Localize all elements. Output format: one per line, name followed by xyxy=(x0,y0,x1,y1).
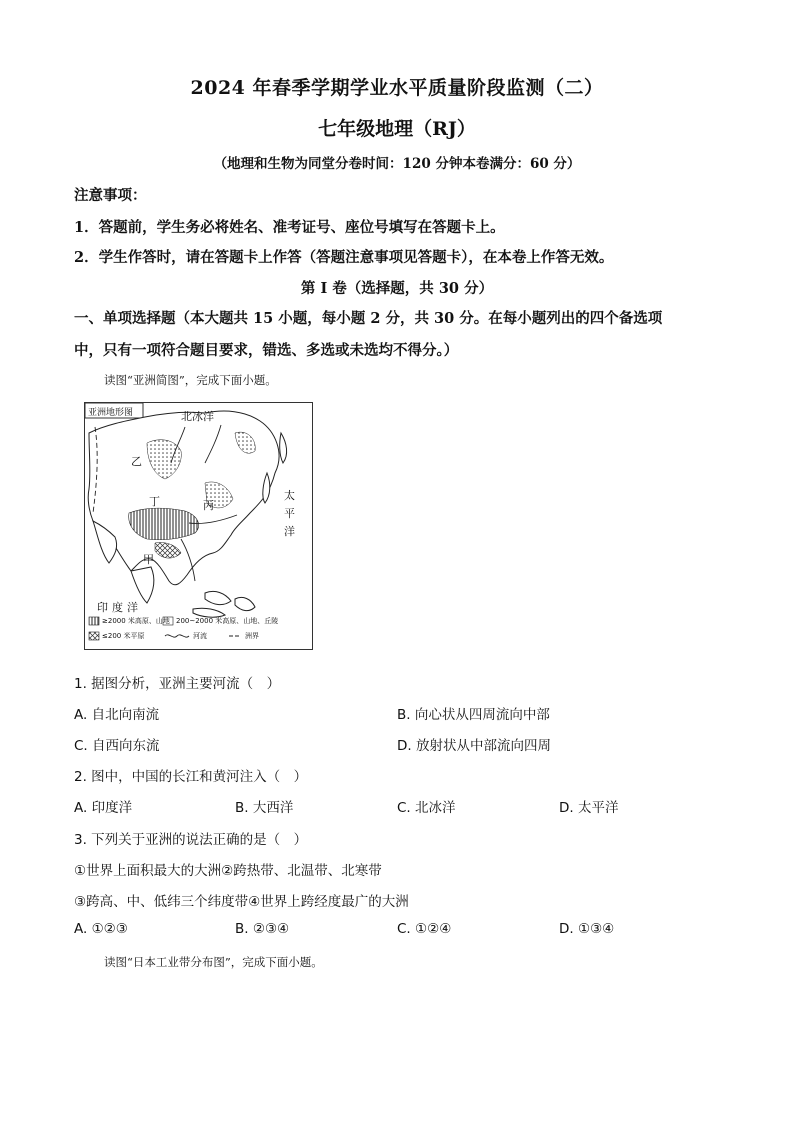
legend-river-swatch xyxy=(165,635,189,637)
label-yi: 乙 xyxy=(131,455,142,468)
question-2-option-a[interactable]: A. 印度洋 xyxy=(74,800,133,816)
island-2 xyxy=(235,597,255,610)
question-2-option-b[interactable]: B. 大西洋 xyxy=(235,800,294,816)
reading-prompt-asia: 读图“亚洲简图”，完成下面小题。 xyxy=(104,373,277,387)
question-3-stem: 3. 下列关于亚洲的说法正确的是（ ） xyxy=(74,832,308,848)
notice-item-1: 1．答题前，学生务必将姓名、准考证号、座位号填写在答题卡上。 xyxy=(74,219,505,236)
indian-peninsula xyxy=(131,567,154,603)
label-pacific-3: 洋 xyxy=(284,525,295,538)
question-2-stem: 2. 图中，中国的长江和黄河注入（ ） xyxy=(74,769,308,785)
label-jia: 甲 xyxy=(143,553,154,566)
label-ding: 丁 xyxy=(149,495,160,508)
island-1 xyxy=(205,591,231,604)
question-1-option-b[interactable]: B. 向心状从四周流向中部 xyxy=(397,707,550,723)
question-1-option-a[interactable]: A. 自北向南流 xyxy=(74,707,160,723)
question-3-option-d[interactable]: D. ①③④ xyxy=(559,921,615,937)
exam-info: （地理和生物为同堂分卷时间：120 分钟本卷满分：60 分） xyxy=(213,156,581,172)
question-2-option-d[interactable]: D. 太平洋 xyxy=(559,800,619,816)
question-2-option-c[interactable]: C. 北冰洋 xyxy=(397,800,456,816)
exam-subtitle: 七年级地理（RJ） xyxy=(318,118,476,140)
legend-boundary-label: 洲界 xyxy=(245,632,259,640)
asia-map xyxy=(84,402,313,650)
kamchatka xyxy=(280,433,287,463)
label-bing: 丙 xyxy=(203,499,214,512)
question-3-option-b[interactable]: B. ②③④ xyxy=(235,921,290,937)
legend-low-label: ≤200 米平原 xyxy=(102,632,145,640)
question-3-option-a[interactable]: A. ①②③ xyxy=(74,921,128,937)
question-3-option-c[interactable]: C. ①②④ xyxy=(397,921,452,937)
legend-high-label: ≥2000 米高原、山地 xyxy=(102,617,170,625)
legend-high-swatch xyxy=(89,617,99,625)
question-3-statements-2: ③跨高、中、低纬三个纬度带④世界上跨经度最广的大洲 xyxy=(74,894,409,910)
part-instruction-line-2: 中，只有一项符合题目要求，错选、多选或未选均不得分。） xyxy=(74,342,459,359)
question-1-option-d[interactable]: D. 放射状从中部流向四周 xyxy=(397,738,551,754)
part-instruction-line-1: 一、单项选择题（本大题共 15 小题，每小题 2 分，共 30 分。在每小题列出的四个备选项 xyxy=(74,310,663,327)
high-plateau xyxy=(129,508,199,540)
legend-mid-label: 200~2000 米高原、山地、丘陵 xyxy=(176,617,279,625)
exam-title: 2024 年春季学期学业水平质量阶段监测（二） xyxy=(190,77,604,99)
question-3-statements-1: ①世界上面积最大的大洲②跨热带、北温带、北寒带 xyxy=(74,863,382,879)
legend-river-label: 河流 xyxy=(193,632,207,640)
label-pacific-1: 太 xyxy=(284,489,295,502)
label-arctic-ocean: 北冰洋 xyxy=(181,410,214,423)
question-1-stem: 1. 据图分析，亚洲主要河流（ ） xyxy=(74,676,281,692)
map-title: 亚洲地形图 xyxy=(88,408,134,418)
notice-heading: 注意事项： xyxy=(74,187,147,204)
label-indian-ocean: 印度洋 xyxy=(97,601,142,614)
section-title: 第 I 卷（选择题，共 30 分） xyxy=(300,280,494,297)
label-pacific-2: 平 xyxy=(284,507,295,520)
reading-prompt-japan: 读图“日本工业带分布图”，完成下面小题。 xyxy=(104,955,323,969)
question-1-option-c[interactable]: C. 自西向东流 xyxy=(74,738,160,754)
notice-item-2: 2．学生作答时，请在答题卡上作答（答题注意事项见答题卡），在本卷上作答无效。 xyxy=(74,249,614,266)
legend-low-swatch xyxy=(89,632,99,640)
